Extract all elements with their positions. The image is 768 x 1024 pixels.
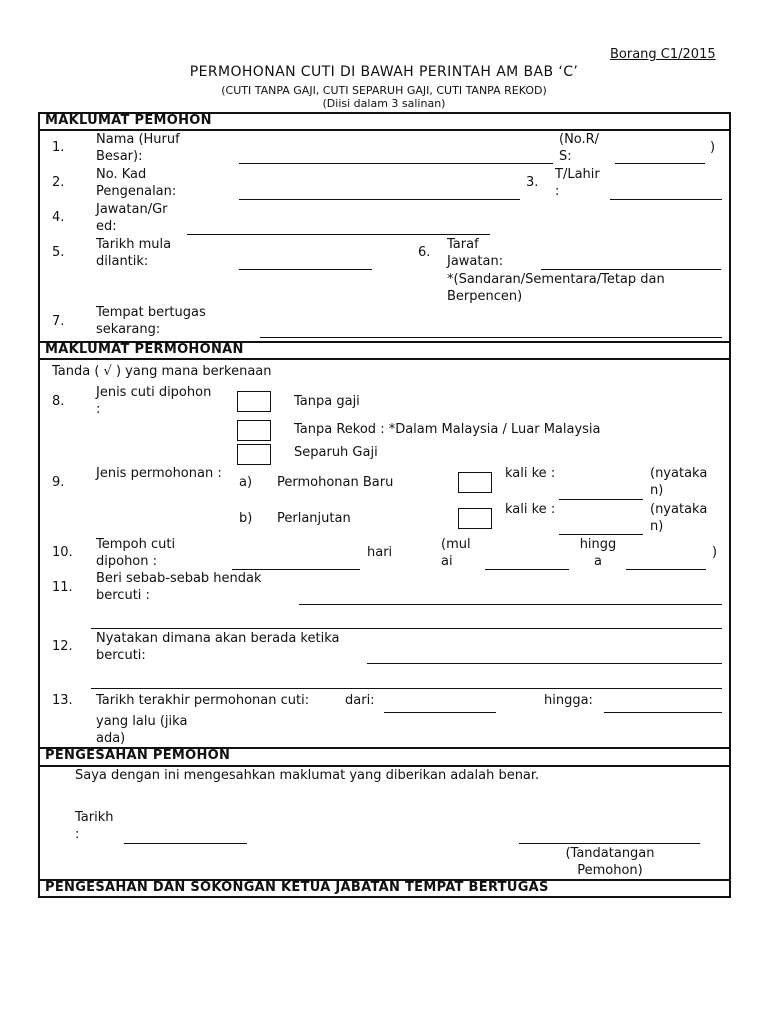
date-label: Tarikh : <box>75 810 114 842</box>
last-app-label-cont: yang lalu (jika ada) <box>96 714 188 746</box>
no-rs-close: ) <box>710 140 716 155</box>
status-options: *(Sandaran/Sementara/Tetap dan Berpencen) <box>447 272 665 304</box>
until-label: hingg a <box>579 537 617 569</box>
leave-type-label: Jenis cuti dipohon : <box>96 385 212 417</box>
state-label: (nyataka n) <box>650 502 708 534</box>
no-record-option-label: Tanpa Rekod : *Dalam Malaysia / Luar Malaysia <box>294 422 601 437</box>
section-applicant-info: MAKLUMAT PEMOHON <box>45 113 212 128</box>
unpaid-option-label: Tanpa gaji <box>294 394 360 409</box>
workplace-label: Tempat bertugas sekarang: <box>96 305 206 337</box>
reason-label: Beri sebab-sebab hendak bercuti : <box>96 571 262 603</box>
item-number: 7. <box>52 314 65 329</box>
app-type-label: Jenis permohonan : <box>96 466 222 481</box>
section-application-info: MAKLUMAT PERMOHONAN <box>45 342 244 357</box>
no-rs-field[interactable] <box>615 163 705 164</box>
verification-statement: Saya dengan ini mengesahkan maklumat yang diberikan adalah benar. <box>75 768 540 783</box>
from2-label: dari: <box>345 693 375 708</box>
name-label: Nama (Huruf Besar): <box>96 132 180 164</box>
signature-label: (Tandatangan Pemohon) <box>565 846 655 878</box>
extension-checkbox[interactable] <box>458 508 492 529</box>
item-number: 11. <box>52 580 73 595</box>
form-title: PERMOHONAN CUTI DI BAWAH PERINTAH AM BAB ‘C’ <box>189 64 579 80</box>
half-pay-option-label: Separuh Gaji <box>294 445 378 460</box>
item-number: 3. <box>526 175 539 190</box>
date-field[interactable] <box>124 843 247 844</box>
reason-field-line1[interactable] <box>299 604 722 605</box>
dob-field[interactable] <box>610 199 722 200</box>
item-number: 8. <box>52 394 65 409</box>
close-paren: ) <box>712 545 718 560</box>
option-letter: b) <box>239 511 253 526</box>
section-head-verification: PENGESAHAN DAN SOKONGAN KETUA JABATAN TEMPAT BERTUGAS <box>45 880 549 895</box>
appointed-date-field[interactable] <box>239 269 372 270</box>
item-number: 4. <box>52 210 65 225</box>
last-app-until-field[interactable] <box>604 712 722 713</box>
form-note: (Diisi dalam 3 salinan) <box>322 97 446 110</box>
new-app-label: Permohonan Baru <box>277 475 394 490</box>
new-app-checkbox[interactable] <box>458 472 492 493</box>
item-number: 1. <box>52 140 65 155</box>
duration-until-field[interactable] <box>626 569 706 570</box>
ic-field[interactable] <box>239 199 520 200</box>
times-label: kali ke : <box>505 502 556 517</box>
location-field-line2[interactable] <box>91 688 722 689</box>
new-app-times-field[interactable] <box>559 499 643 500</box>
workplace-field[interactable] <box>260 337 722 338</box>
no-rs-label: (No.R/ S: <box>559 132 600 164</box>
duration-from-field[interactable] <box>485 569 569 570</box>
signature-field[interactable] <box>519 843 700 844</box>
reason-field-line2[interactable] <box>91 628 722 629</box>
status-field[interactable] <box>541 269 721 270</box>
form-code: Borang C1/2015 <box>610 47 716 62</box>
location-field-line1[interactable] <box>367 663 722 664</box>
unpaid-checkbox[interactable] <box>237 391 271 412</box>
last-app-from-field[interactable] <box>384 712 496 713</box>
position-field[interactable] <box>187 234 490 235</box>
days-label: hari <box>367 545 393 560</box>
item-number: 13. <box>52 693 73 708</box>
extension-times-field[interactable] <box>559 534 643 535</box>
section-applicant-verification: PENGESAHAN PEMOHON <box>45 748 231 763</box>
item-number: 9. <box>52 475 65 490</box>
extension-label: Perlanjutan <box>277 511 351 526</box>
item-number: 12. <box>52 639 73 654</box>
state-label: (nyataka n) <box>650 466 708 498</box>
half-pay-checkbox[interactable] <box>237 444 271 465</box>
until2-label: hingga: <box>544 693 593 708</box>
ic-label: No. Kad Pengenalan: <box>96 167 177 199</box>
no-record-checkbox[interactable] <box>237 420 271 441</box>
dob-label: T/Lahir : <box>555 167 600 199</box>
name-field[interactable] <box>239 163 553 164</box>
appointed-label: Tarikh mula dilantik: <box>96 237 172 269</box>
item-number: 5. <box>52 245 65 260</box>
position-label: Jawatan/Gr ed: <box>96 202 168 234</box>
item-number: 6. <box>418 245 431 260</box>
times-label: kali ke : <box>505 466 556 481</box>
from-label: (mul ai <box>441 537 471 569</box>
item-number: 2. <box>52 175 65 190</box>
form-subtitle: (CUTI TANPA GAJI, CUTI SEPARUH GAJI, CUTI TANPA REKOD) <box>221 84 547 97</box>
instruction-text: Tanda ( √ ) yang mana berkenaan <box>52 364 272 379</box>
item-number: 10. <box>52 545 73 560</box>
location-label: Nyatakan dimana akan berada ketika bercuti: <box>96 631 340 663</box>
duration-label: Tempoh cuti dipohon : <box>96 537 176 569</box>
last-app-label: Tarikh terakhir permohonan cuti: <box>96 693 310 708</box>
option-letter: a) <box>239 475 253 490</box>
status-label: Taraf Jawatan: <box>447 237 504 269</box>
